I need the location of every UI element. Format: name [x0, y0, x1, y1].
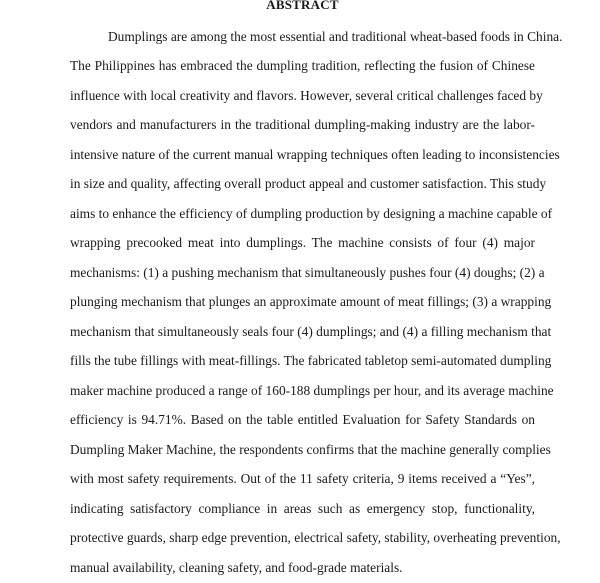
abstract-line: The Philippines has embraced the dumpling tradition, reflecting the fusion of Chinese	[70, 58, 535, 73]
abstract-line: fills the tube fillings with meat-fillings. The fabricated tabletop semi-automated dumpling	[70, 353, 552, 368]
abstract-line: mechanisms: (1) a pushing mechanism that simultaneously pushes four (4) doughs; (2) a	[70, 265, 545, 280]
abstract-line: in size and quality, affecting overall product appeal and customer satisfaction. This study	[70, 176, 547, 191]
abstract-line: influence with local creativity and flavors. However, several critical challenges faced by	[70, 88, 543, 103]
abstract-line: with most safety requirements. Out of the 11 safety criteria, 9 items received a “Yes”,	[70, 471, 535, 486]
abstract-line: intensive nature of the current manual wrapping techniques often leading to inconsistencies	[70, 147, 560, 162]
abstract-line: plunging mechanism that plunges an approximate amount of meat fillings; (3) a wrapping	[70, 294, 552, 309]
abstract-line: protective guards, sharp edge prevention, electrical safety, stability, overheating prevention,	[70, 530, 561, 545]
abstract-line: indicating satisfactory compliance in areas such as emergency stop, functionality,	[70, 501, 535, 516]
abstract-line: aims to enhance the efficiency of dumpling production by designing a machine capable of	[70, 206, 553, 221]
abstract-line: vendors and manufacturers in the traditional dumpling-making industry are the labor-	[70, 117, 535, 132]
abstract-line: Dumpling Maker Machine, the respondents confirms that the machine generally complies	[70, 442, 551, 457]
abstract-line: manual availability, cleaning safety, and food-grade materials.	[70, 560, 403, 575]
abstract-line: Dumplings are among the most essential and traditional wheat-based foods in China.	[108, 29, 563, 44]
abstract-line: mechanism that simultaneously seals four (4) dumplings; and (4) a filling mechanism that	[70, 324, 552, 339]
abstract-line: wrapping precooked meat into dumplings. The machine consists of four (4) major	[70, 235, 535, 250]
abstract-line: maker machine produced a range of 160-188 dumplings per hour, and its average machine	[70, 383, 554, 398]
abstract-line: efficiency is 94.71%. Based on the table entitled Evaluation for Safety Standards on	[70, 412, 535, 427]
abstract-title: ABSTRACT	[266, 0, 339, 12]
